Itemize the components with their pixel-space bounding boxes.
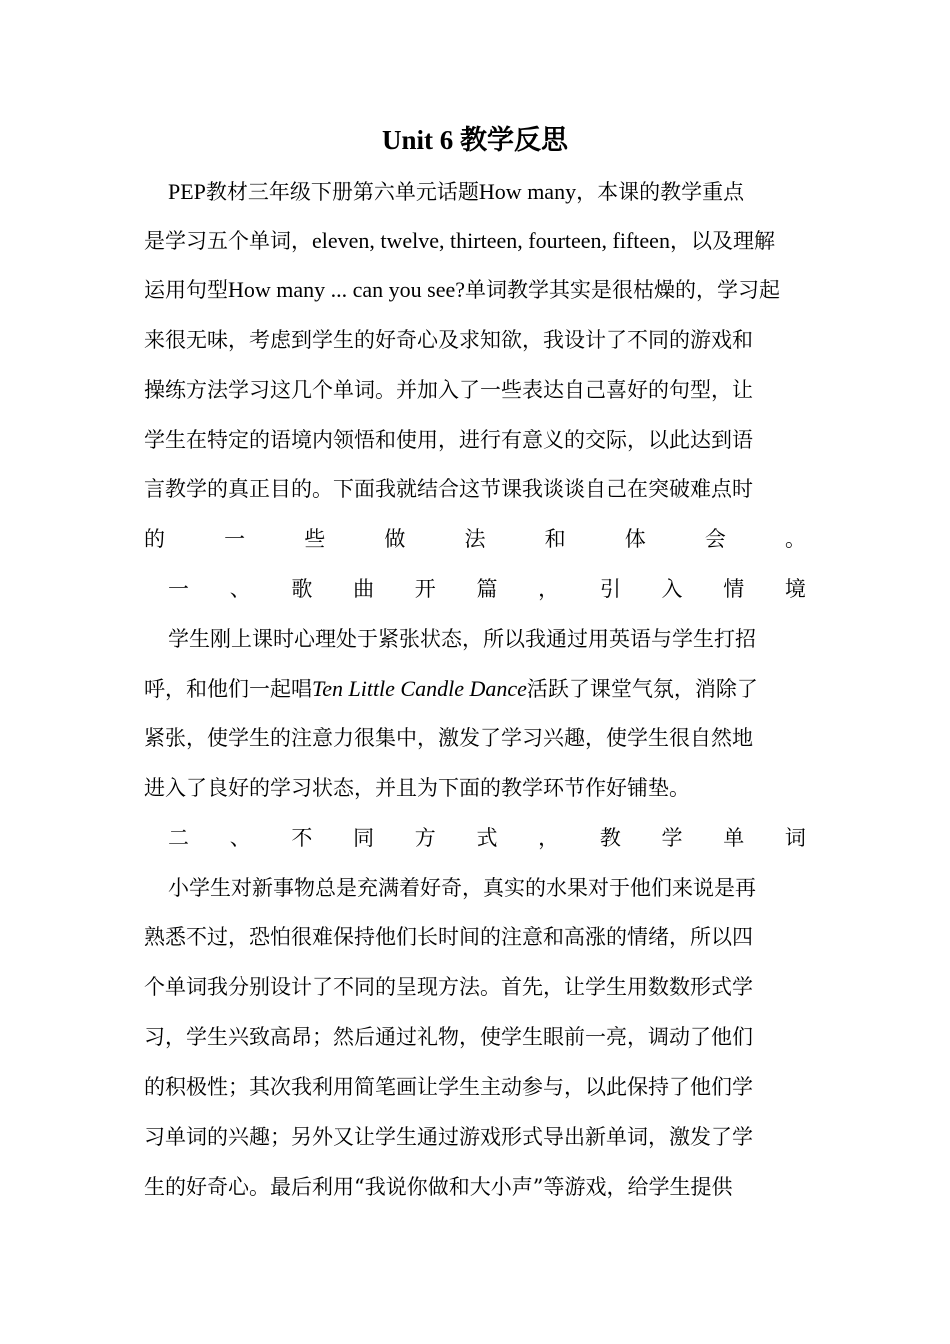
char: 二 (168, 826, 189, 850)
char: 学 (661, 826, 683, 850)
char: 。 (785, 527, 806, 551)
para2-line-2 (144, 669, 806, 709)
char: 和 (544, 527, 566, 551)
para2-line-4: 进入了良好的学习状态，并且为下面的教学环节作好铺垫。 (144, 776, 690, 800)
char: 些 (304, 527, 326, 551)
char: 的 (144, 527, 165, 551)
para1-line-6: 学生在特定的语境内领悟和使用，进行有意义的交际，以此达到语 (144, 428, 753, 452)
char: 引 (599, 577, 621, 601)
text-run: ，以及理解 (669, 229, 775, 253)
text-run: 呼，和他们一起唱 (144, 677, 312, 701)
char: 方 (414, 826, 436, 850)
char: 做 (384, 527, 406, 551)
text-run: How many (478, 179, 577, 204)
text-run: 活跃了课堂气氛，消除了 (526, 677, 758, 701)
song-title: Ten Little Candle Dance (312, 676, 527, 701)
text-run: 是学习五个单词， (144, 229, 312, 253)
text-run: 运用句型 (144, 278, 228, 302)
para3-line-2: 熟悉不过，恐怕很难保持他们长时间的注意和高涨的情绪，所以四 (144, 925, 753, 949)
text-run: PEP (168, 179, 206, 204)
char: 不 (291, 826, 313, 850)
text-run: 教材三年级下册第六单元话题 (205, 180, 479, 204)
char: 一 (168, 577, 189, 601)
char: 曲 (353, 577, 375, 601)
char: 体 (624, 527, 646, 551)
char: 、 (229, 577, 251, 601)
char: 开 (414, 577, 436, 601)
para3-line-3: 个单词我分别设计了不同的呈现方法。首先，让学生用数数形式学 (144, 975, 753, 999)
char: 一 (224, 527, 246, 551)
para1-line-4: 来很无味，考虑到学生的好奇心及求知欲，我设计了不同的游戏和 (144, 328, 753, 352)
para1-line-8 (144, 519, 806, 559)
char: ， (538, 577, 560, 601)
section-heading-2 (168, 818, 806, 858)
para3-line-4: 习，学生兴致高昂；然后通过礼物，使学生眼前一亮，调动了他们 (144, 1025, 753, 1049)
para2-line-3: 紧张，使学生的注意力很集中，激发了学习兴趣，使学生很自然地 (144, 726, 753, 750)
char: 教 (599, 826, 621, 850)
section-heading-1 (168, 569, 806, 609)
para1-line-7: 言教学的真正目的。下面我就结合这节课我谈谈自己在突破难点时 (144, 477, 753, 501)
char: 、 (229, 826, 251, 850)
char: 歌 (291, 577, 313, 601)
char: 同 (353, 826, 375, 850)
text-run: eleven, twelve, thirteen, fourteen, fifteen (312, 228, 670, 253)
para3-line-1: 小学生对新事物总是充满着好奇，真实的水果对于他们来说是再 (168, 876, 756, 900)
para1-line-5: 操练方法学习这几个单词。并加入了一些表达自己喜好的句型，让 (144, 378, 753, 402)
para3-line-6: 习单词的兴趣；另外又让学生通过游戏形式导出新单词，激发了学 (144, 1125, 753, 1149)
char: ， (538, 826, 560, 850)
char: 情 (723, 577, 745, 601)
text-run: 单词教学其实是很枯燥的，学习起 (465, 278, 781, 302)
text-run: ，本课的教学重点 (576, 180, 745, 204)
text-run: How many ... can you see? (228, 277, 466, 302)
char: 会 (704, 527, 726, 551)
para3-line-5: 的积极性；其次我利用简笔画让学生主动参与，以此保持了他们学 (144, 1075, 753, 1099)
para3-line-7: 生的好奇心。最后利用“我说你做和大小声”等游戏，给学生提供 (144, 1175, 733, 1199)
char: 式 (476, 826, 498, 850)
char: 单 (723, 826, 745, 850)
para1-line-2 (144, 221, 806, 261)
para1-line-1 (168, 172, 806, 212)
char: 篇 (476, 577, 498, 601)
para2-line-1: 学生刚上课时心理处于紧张状态，所以我通过用英语与学生打招 (168, 627, 756, 651)
char: 境 (784, 577, 806, 601)
char: 入 (661, 577, 683, 601)
document-title: Unit 6 教学反思 (381, 125, 568, 155)
char: 法 (464, 527, 486, 551)
para1-line-3 (144, 270, 806, 310)
char: 词 (784, 826, 806, 850)
